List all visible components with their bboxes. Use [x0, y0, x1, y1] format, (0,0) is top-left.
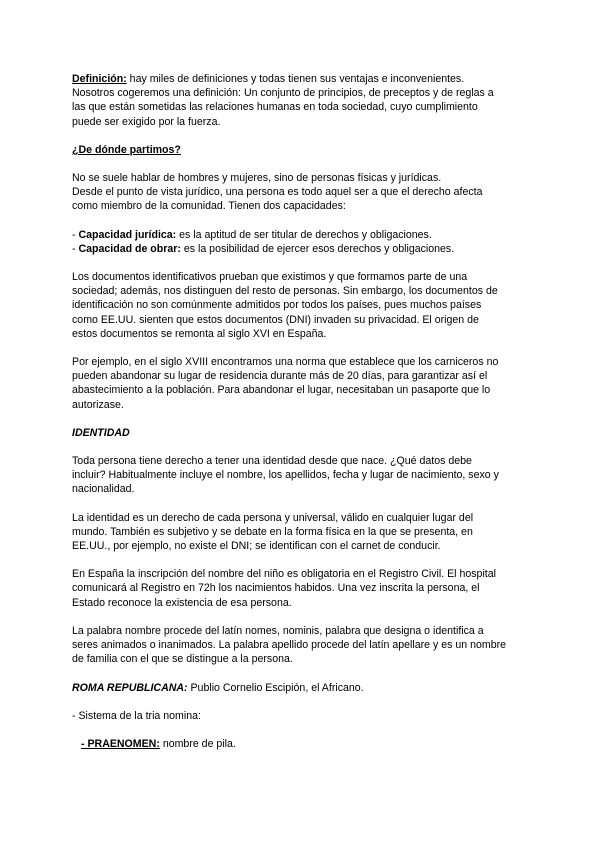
- text-line: Desde el punto de vista jurídico, una persona es todo aquel ser a que el derecho afecta: [72, 186, 483, 199]
- text-line: nacionalidad.: [72, 483, 135, 496]
- text-line: seres animados o inanimados. La palabra apellido procede del latín apellare y es un nombre: [72, 639, 507, 652]
- text-line: estos documentos se remonta al siglo XVI en España.: [72, 327, 327, 340]
- text-line: La identidad es un derecho de cada persona y universal, válido en cualquier lugar del: [72, 511, 474, 524]
- text-line: autorizase.: [72, 398, 124, 411]
- text-line: abastecimiento a la población. Para abandonar el lugar, necesitaban un pasaporte que lo: [72, 384, 491, 397]
- text-line: las que están sometidas las relaciones humanas en toda sociedad, cuyo cumplimiento: [72, 101, 478, 114]
- list-item: - Capacidad de obrar: es la posibilidad de ejercer esos derechos y obligaciones.: [72, 242, 455, 255]
- personas-paragraph: [72, 171, 532, 214]
- capacidades-list: [72, 228, 532, 256]
- capacidad-juridica-term: Capacidad jurídica:: [78, 228, 177, 241]
- text-line: Por ejemplo, en el siglo XVIII encontramos una norma que establece que los carniceros no: [72, 356, 499, 369]
- praenomen-label: - PRAENOMEN:: [81, 737, 160, 750]
- list-item: - Capacidad jurídica: es la aptitud de ser titular de derechos y obligaciones.: [72, 228, 432, 241]
- ejemplo-paragraph: [72, 355, 532, 412]
- identidad-paragraph-2: [72, 511, 532, 554]
- capacidad-obrar-term: Capacidad de obrar:: [78, 242, 181, 255]
- text-line: En España la inscripción del nombre del niño es obligatoria en el Registro Civil. El hospital: [72, 568, 496, 581]
- text-line: puede ser exigido por la fuerza.: [72, 115, 221, 128]
- text-line: Publio Cornelio Escipión, el Africano.: [187, 681, 364, 694]
- text-line: como EE.UU. sienten que estos documentos (DNI) invaden su privacidad. El origen de: [72, 313, 479, 326]
- text-line: comunicará al Registro en 72h los nacimientos habidos. Una vez inscrita la persona, el: [72, 582, 480, 595]
- text-line: hay miles de definiciones y todas tienen sus ventajas e inconvenientes.: [126, 73, 465, 85]
- partimos-heading: ¿De dónde partimos?: [72, 143, 181, 156]
- roma-paragraph: [72, 681, 532, 695]
- text-line: La palabra nombre procede del latín nomes, nominis, palabra que designa o identifica a: [72, 624, 484, 637]
- text-line: Toda persona tiene derecho a tener una identidad desde que nace. ¿Qué datos debe: [72, 455, 472, 468]
- text-line: No se suele hablar de hombres y mujeres, sino de personas físicas y jurídicas.: [72, 172, 442, 185]
- text-line: como miembro de la comunidad. Tienen dos capacidades:: [72, 200, 346, 213]
- document-body: [72, 72, 532, 765]
- roma-label: ROMA REPUBLICANA:: [72, 681, 188, 694]
- praenomen-item: - PRAENOMEN: nombre de pila.: [81, 737, 236, 750]
- identidad-paragraph-3: [72, 567, 532, 610]
- text-line: Los documentos identificativos prueban que existimos y que formamos parte de una: [72, 271, 468, 284]
- text-line: identificación no son comúnmente admitidos por todos los países, pues muchos países: [72, 299, 482, 312]
- tria-nomina-line: - Sistema de la tria nomina:: [72, 709, 201, 722]
- text-line: EE.UU., por ejemplo, no existe el DNI; se identifican con el carnet de conducir.: [72, 540, 441, 553]
- definicion-paragraph: [72, 72, 532, 129]
- text-line: Estado reconoce la existencia de esa persona.: [72, 596, 292, 609]
- text-line: pueden abandonar su lugar de residencia durante más de 20 días, para garantizar así el: [72, 370, 488, 383]
- text-line: de familia con el que se distingue a la persona.: [72, 653, 293, 666]
- identidad-heading: IDENTIDAD: [72, 426, 130, 439]
- documentos-paragraph: [72, 270, 532, 341]
- identidad-paragraph-4: [72, 624, 532, 667]
- text-line: incluir? Habitualmente incluye el nombre, los apellidos, fecha y lugar de nacimiento, sexo y: [72, 469, 499, 482]
- text-line: sociedad; además, nos distinguen del resto de personas. Sin embargo, los documentos de: [72, 285, 498, 298]
- identidad-paragraph-1: [72, 454, 532, 497]
- definicion-label: Definición:: [72, 73, 127, 85]
- text-line: mundo. También es subjetivo y se debate en la forma física en la que se presenta, en: [72, 525, 473, 538]
- text-line: Nosotros cogeremos una definición: Un conjunto de principios, de preceptos y de reglas a: [72, 87, 494, 100]
